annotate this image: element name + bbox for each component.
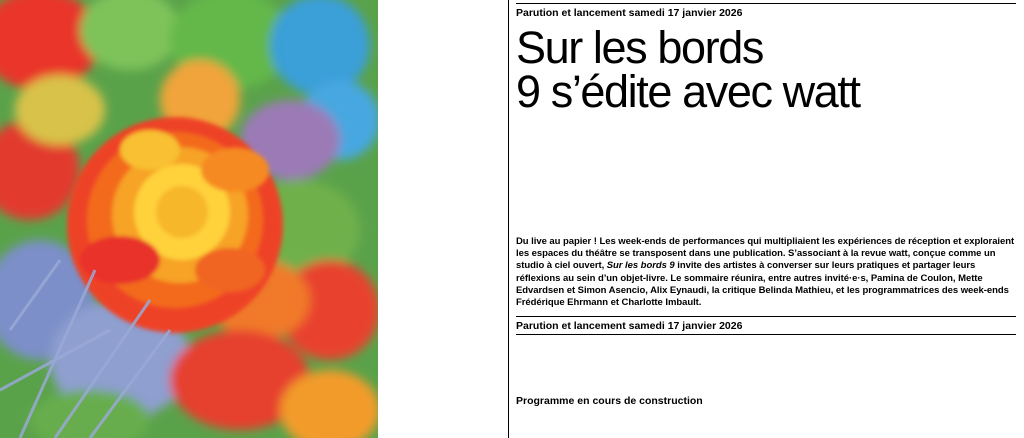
flower-photo — [0, 0, 378, 438]
hero-image — [0, 0, 378, 438]
title-line-1: Sur les bords — [516, 22, 763, 73]
event-content — [516, 0, 1016, 438]
top-date: Parution et lancement samedi 17 janvier 2026 — [516, 7, 743, 19]
intro-text-1: Du live au papier ! Les week-ends de performances qui multipliaient les expériences de réception et exploraient les espaces du théâtre se transposent dans une publication. S’associant à la revue watt, conçue comme un studio à ciel ouvert, — [516, 236, 1015, 272]
intro-italic-title: Sur les bords 9 — [606, 260, 675, 272]
top-rule — [516, 3, 1016, 4]
intro-paragraph — [516, 236, 1018, 309]
page-title — [516, 22, 1016, 117]
title-line-2: 9 s’édite avec watt — [516, 66, 860, 117]
bottom-date: Parution et lancement samedi 17 janvier 2026 — [516, 320, 743, 332]
programme-note: Programme en cours de construction — [516, 395, 703, 407]
vertical-divider — [508, 0, 509, 438]
middle-rule — [516, 316, 1016, 317]
lower-rule — [516, 334, 1016, 335]
intro-text-2: invite des artistes à converser sur leurs pratiques et partager leurs réflexions au sein d’un objet-livre. Le sommaire réunira, entre autres invité·e·s, Pamina de Coulon, Mette Edvardsen et Simon Asencio, Alix Eynaudi, la critique Belinda Mathieu, et les programmatrices des week-ends Frédérique Ehrmann et Charlotte Imbault. — [516, 260, 1009, 309]
